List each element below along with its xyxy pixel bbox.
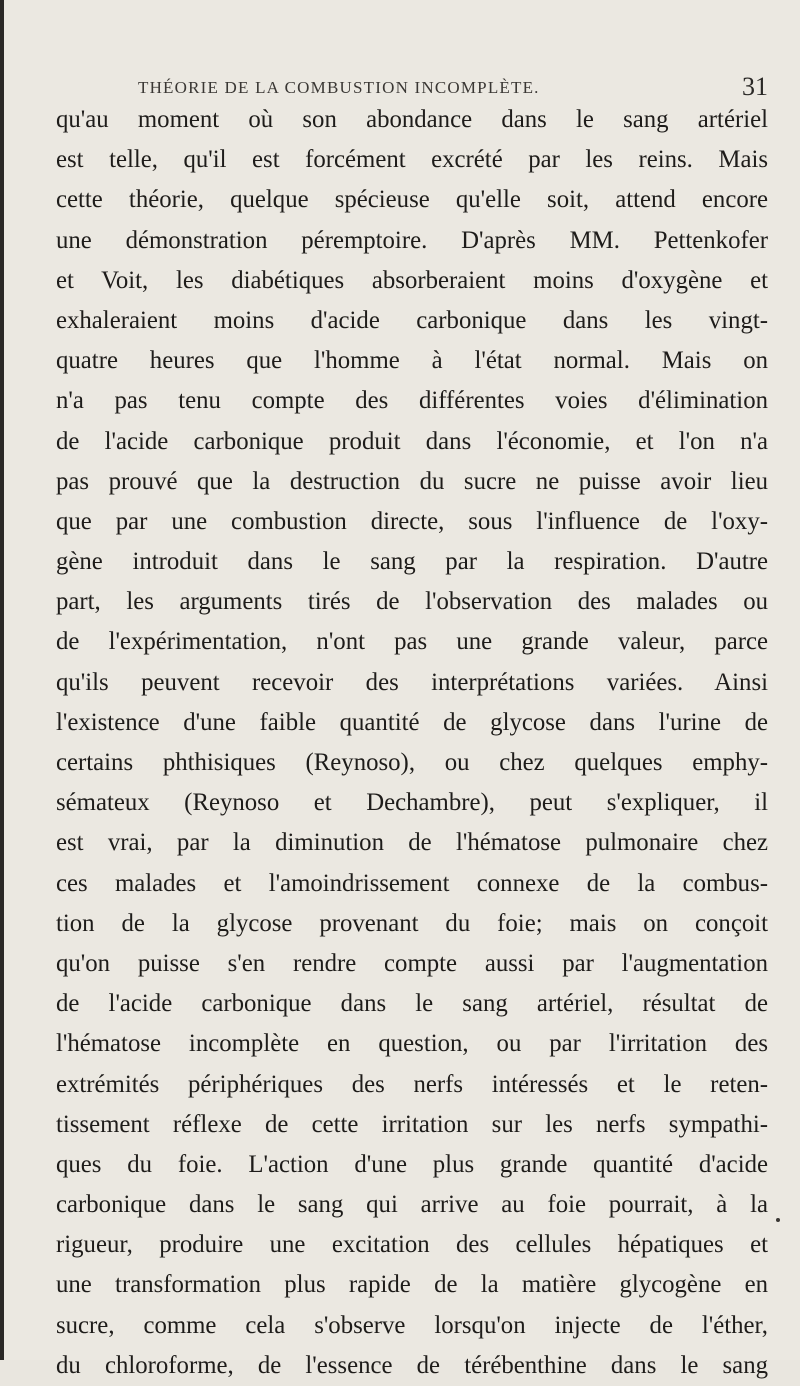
text-line: sucre, comme cela s'observe lorsqu'on injecte de l'éther, — [56, 1311, 768, 1339]
text-line: sémateux (Reynoso et Dechambre), peut s'expliquer, il — [56, 789, 768, 817]
text-line: que par une combustion directe, sous l'influence de l'oxy- — [56, 507, 768, 535]
body-text — [56, 100, 768, 1386]
text-line: l'existence d'une faible quantité de glycose dans l'urine de — [56, 708, 768, 736]
text-line: qu'au moment où son abondance dans le sang artériel — [56, 106, 768, 133]
margin-mark — [776, 1218, 780, 1222]
text-line: quatre heures que l'homme à l'état normal. Mais on — [56, 347, 768, 375]
text-line: une démonstration péremptoire. D'après MM. Pettenkofer — [56, 226, 768, 254]
text-line: tion de la glycose provenant du foie; mais on conçoit — [56, 909, 768, 937]
text-line: pas prouvé que la destruction du sucre ne puisse avoir lieu — [56, 467, 768, 495]
text-line: part, les arguments tirés de l'observation des malades ou — [56, 588, 768, 616]
text-line: une transformation plus rapide de la matière glycogène en — [56, 1271, 768, 1299]
text-line: ques du foie. L'action d'une plus grande quantité d'acide — [56, 1150, 768, 1178]
text-line: extrémités périphériques des nerfs intéressés et le reten- — [56, 1070, 768, 1098]
text-line: tissement réflexe de cette irritation sur les nerfs sympathi- — [56, 1110, 768, 1138]
text-line: exhaleraient moins d'acide carbonique dans les vingt- — [56, 306, 768, 334]
text-line: qu'ils peuvent recevoir des interprétations variées. Ainsi — [56, 668, 768, 696]
text-line: carbonique dans le sang qui arrive au foie pourrait, à la — [56, 1191, 768, 1219]
text-line: qu'on puisse s'en rendre compte aussi par l'augmentation — [56, 949, 768, 977]
text-line: gène introduit dans le sang par la respiration. D'autre — [56, 548, 768, 576]
text-line: est telle, qu'il est forcément excrété par les reins. Mais — [56, 146, 768, 174]
text-line: est vrai, par la diminution de l'hématose pulmonaire chez — [56, 829, 768, 857]
text-line: ces malades et l'amoindrissement connexe de la combus- — [56, 869, 768, 897]
text-line: certains phthisiques (Reynoso), ou chez quelques emphy- — [56, 749, 768, 776]
text-line: de l'acide carbonique dans le sang artériel, résultat de — [56, 990, 768, 1018]
running-header — [138, 72, 768, 102]
page-binding-edge — [0, 0, 4, 1360]
running-title: THÉORIE DE LA COMBUSTION INCOMPLÈTE. — [138, 78, 540, 97]
text-line: n'a pas tenu compte des différentes voies d'élimination — [56, 387, 768, 415]
text-line: cette théorie, quelque spécieuse qu'elle soit, attend encore — [56, 186, 768, 214]
text-line: de l'acide carbonique produit dans l'économie, et l'on n'a — [56, 427, 768, 455]
text-line: de l'expérimentation, n'ont pas une grande valeur, parce — [56, 628, 768, 656]
text-line: rigueur, produire une excitation des cellules hépatiques et — [56, 1231, 768, 1259]
text-line: l'hématose incomplète en question, ou par l'irritation des — [56, 1030, 768, 1058]
text-line: du chloroforme, de l'essence de térébenthine dans le sang — [56, 1351, 768, 1379]
text-line: et Voit, les diabétiques absorberaient moins d'oxygène et — [56, 266, 768, 294]
page-number: 31 — [742, 72, 768, 101]
